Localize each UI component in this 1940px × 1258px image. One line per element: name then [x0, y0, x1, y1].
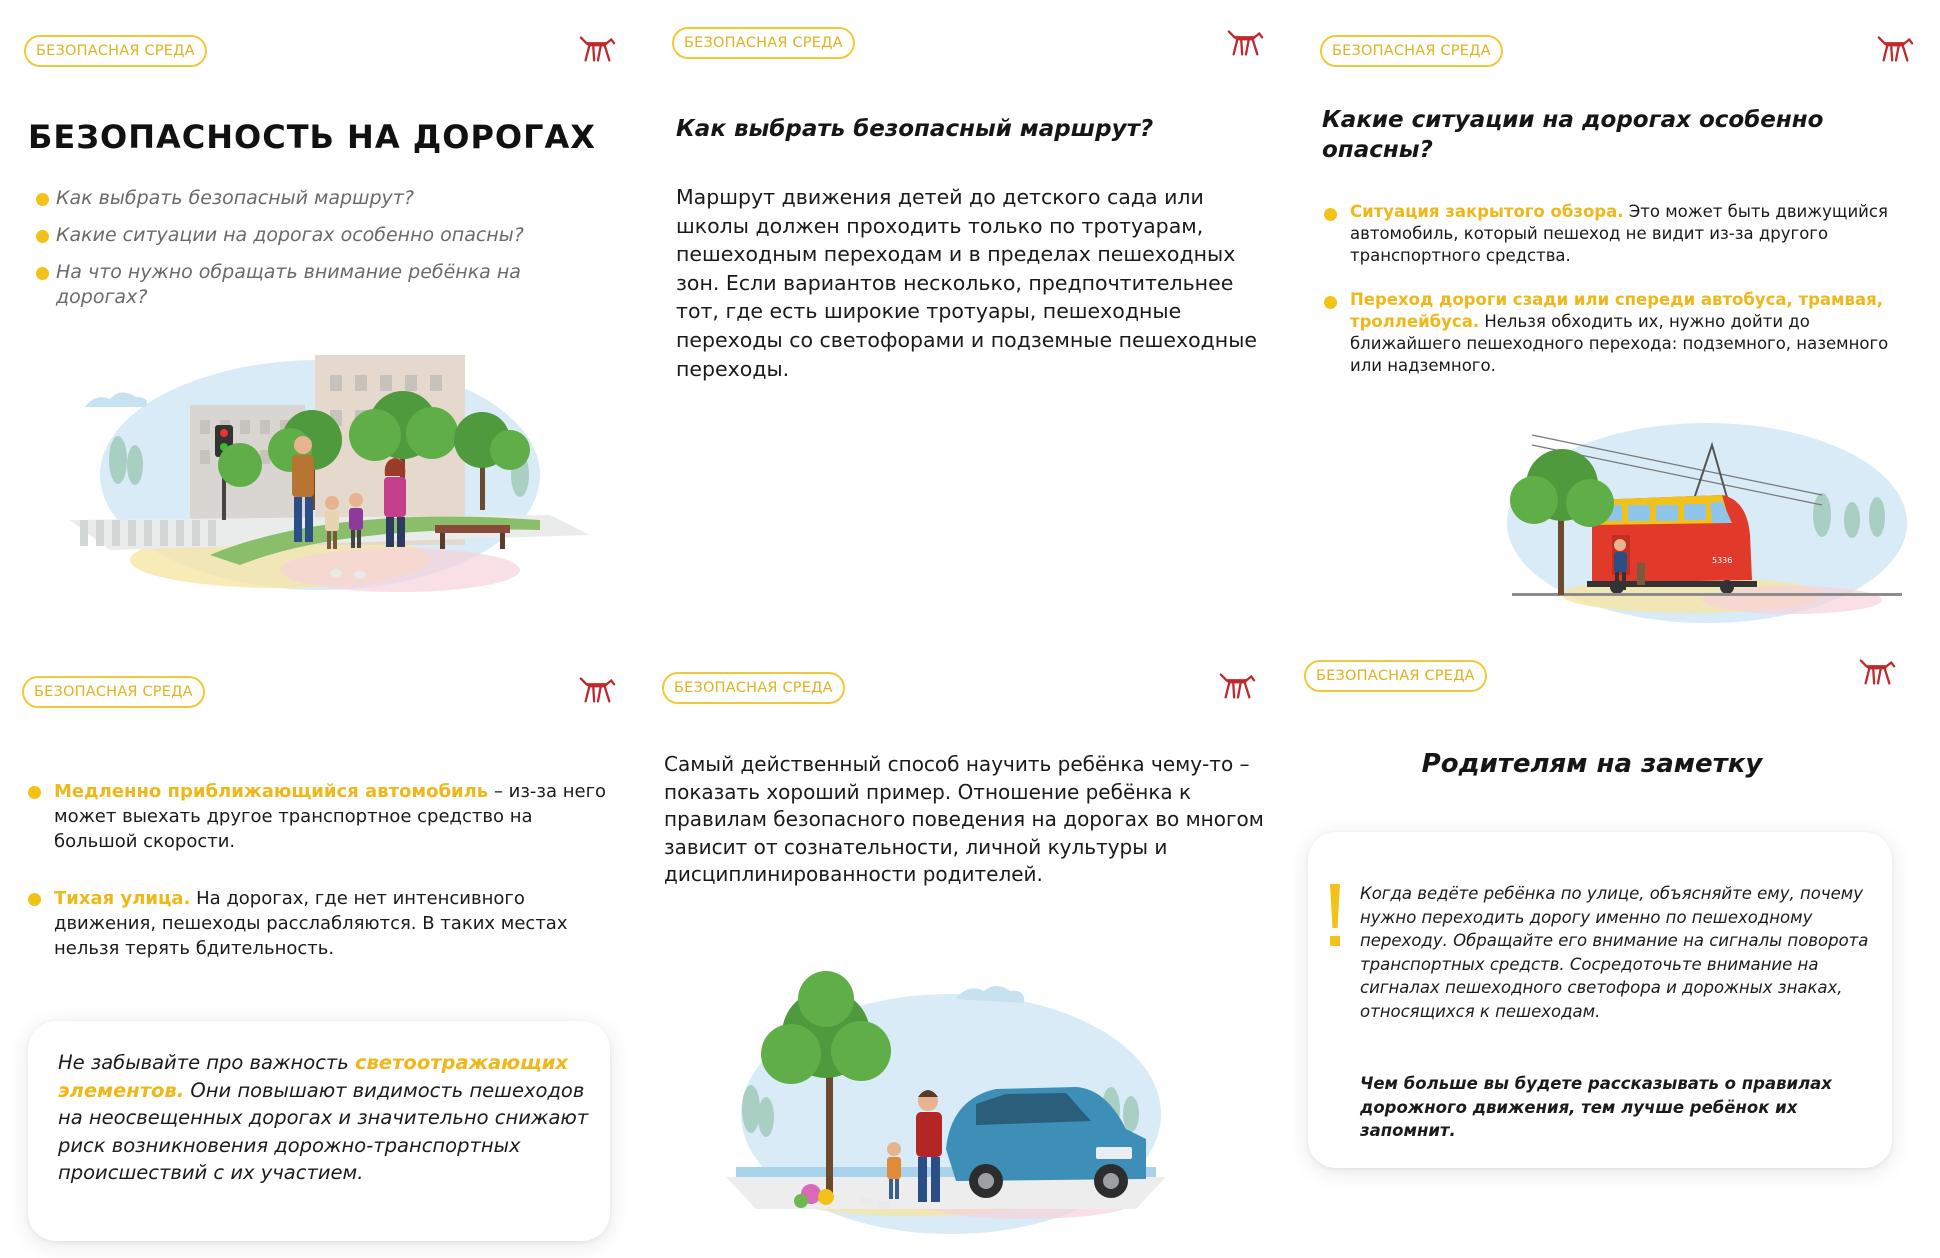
safe-environment-badge: БЕЗОПАСНАЯ СРЕДА [22, 676, 205, 708]
logo-horse-icon [578, 675, 616, 705]
danger-item [28, 779, 608, 854]
card-dangerous-situations [1292, 0, 1940, 629]
danger-item [28, 886, 608, 961]
parents-note-bold: Чем больше вы будете рассказывать о правилах дорожного движения, тем лучше ребёнок их запомнит. [1360, 1074, 1832, 1140]
safe-environment-badge: БЕЗОПАСНАЯ СРЕДА [24, 35, 207, 67]
card-safe-route [646, 0, 1292, 629]
danger-text: На дорогах, где нет интенсивного движения, пешеходы расслабляются. В таких местах нельзя терять бдительность. [54, 888, 568, 959]
section-title: Какие ситуации на дорогах особенно опасны? [1322, 107, 1824, 163]
card-parents-note [1292, 629, 1940, 1258]
section-title: Родителям на заметку [1421, 749, 1763, 779]
logo-horse-icon [1858, 657, 1896, 687]
danger-text: Это может быть движущийся автомобиль, который пешеход не видит из-за другого транспортного средства. [1350, 202, 1888, 265]
danger-highlight: Ситуация закрытого обзора. [1350, 202, 1624, 221]
danger-text: – из-за него может выехать другое транспортное средство на большой скорости. [54, 781, 607, 852]
reflective-elements-note [28, 1021, 610, 1241]
card-good-example [646, 629, 1292, 1258]
safe-environment-badge: БЕЗОПАСНАЯ СРЕДА [1304, 660, 1487, 692]
safe-environment-badge: БЕЗОПАСНАЯ СРЕДА [662, 672, 845, 704]
question-item: На что нужно обращать внимание ребёнка на дорогах? [36, 260, 566, 310]
card-more-dangers [0, 629, 646, 1258]
section-title: Как выбрать безопасный маршрут? [676, 116, 1154, 142]
safe-environment-badge: БЕЗОПАСНАЯ СРЕДА [1320, 35, 1503, 67]
danger-item [1324, 289, 1924, 377]
question-item: Какие ситуации на дорогах особенно опасны? [36, 223, 596, 248]
note-highlight: светоотражающих элементов. [58, 1051, 568, 1102]
logo-horse-icon [1226, 28, 1264, 58]
danger-list [28, 779, 608, 961]
tram-pedestrian-illustration [1492, 405, 1922, 629]
logo-horse-icon [1218, 671, 1256, 701]
note-after: Они повышают видимость пешеходов на неосвещенных дорогах и значительно снижают риск возникновения дорожно-транспортных происшествий с их участием. [58, 1078, 589, 1184]
danger-list [1324, 201, 1924, 377]
question-item: Как выбрать безопасный маршрут? [36, 186, 596, 211]
card-road-safety-intro [0, 0, 646, 629]
note-text [58, 1049, 598, 1187]
parents-note-box [1308, 832, 1892, 1168]
danger-item [1324, 201, 1924, 267]
family-crossing-park-illustration [70, 325, 590, 625]
question-list [36, 186, 596, 322]
route-description: Маршрут движения детей до детского сада или школы должен проходить только по тротуарам, пешеходным переходам и в пределах пешеходных зон. Если вариантов несколько, предпочтительнее тот, где есть широкие тротуары, пешеходные переходы со светофорами и подземные пешеходные переходы. [676, 185, 1258, 381]
danger-highlight: Тихая улица. [54, 888, 191, 909]
danger-highlight: Медленно приближающийся автомобиль [54, 781, 489, 802]
good-example-text: Самый действенный способ научить ребёнка чему-то – показать хороший пример. Отношение ребёнка к правилам безопасного поведения на дорогах во многом зависит от сознательности, личной культуры и дисциплинированности родителей. [664, 752, 1264, 886]
danger-text: Нельзя обходить их, нужно дойти до ближайшего пешеходного перехода: подземного, наземного или надземного. [1350, 312, 1889, 375]
page-title: БЕЗОПАСНОСТЬ НА ДОРОГАХ [28, 118, 596, 156]
note-before: Не забывайте про важность [58, 1051, 349, 1074]
tram-number: 5336 [1712, 556, 1733, 565]
logo-horse-icon [578, 34, 616, 64]
father-child-car-illustration [706, 939, 1186, 1254]
danger-highlight: Переход дороги сзади или спереди автобуса, трамвая, троллейбуса. [1350, 290, 1883, 331]
parents-note-text: Когда ведёте ребёнка по улице, объясняйте ему, почему нужно переходить дорогу именно по пешеходному переходу. Обращайте его внимание на сигналы поворота транспортных средств. Сосредоточьте внимание на сигналах пешеходного светофора и дорожных знаках, относящихся к пешеходам. [1360, 884, 1869, 1021]
logo-horse-icon [1876, 34, 1914, 64]
safe-environment-badge: БЕЗОПАСНАЯ СРЕДА [672, 27, 855, 59]
exclamation-icon [1328, 884, 1342, 948]
